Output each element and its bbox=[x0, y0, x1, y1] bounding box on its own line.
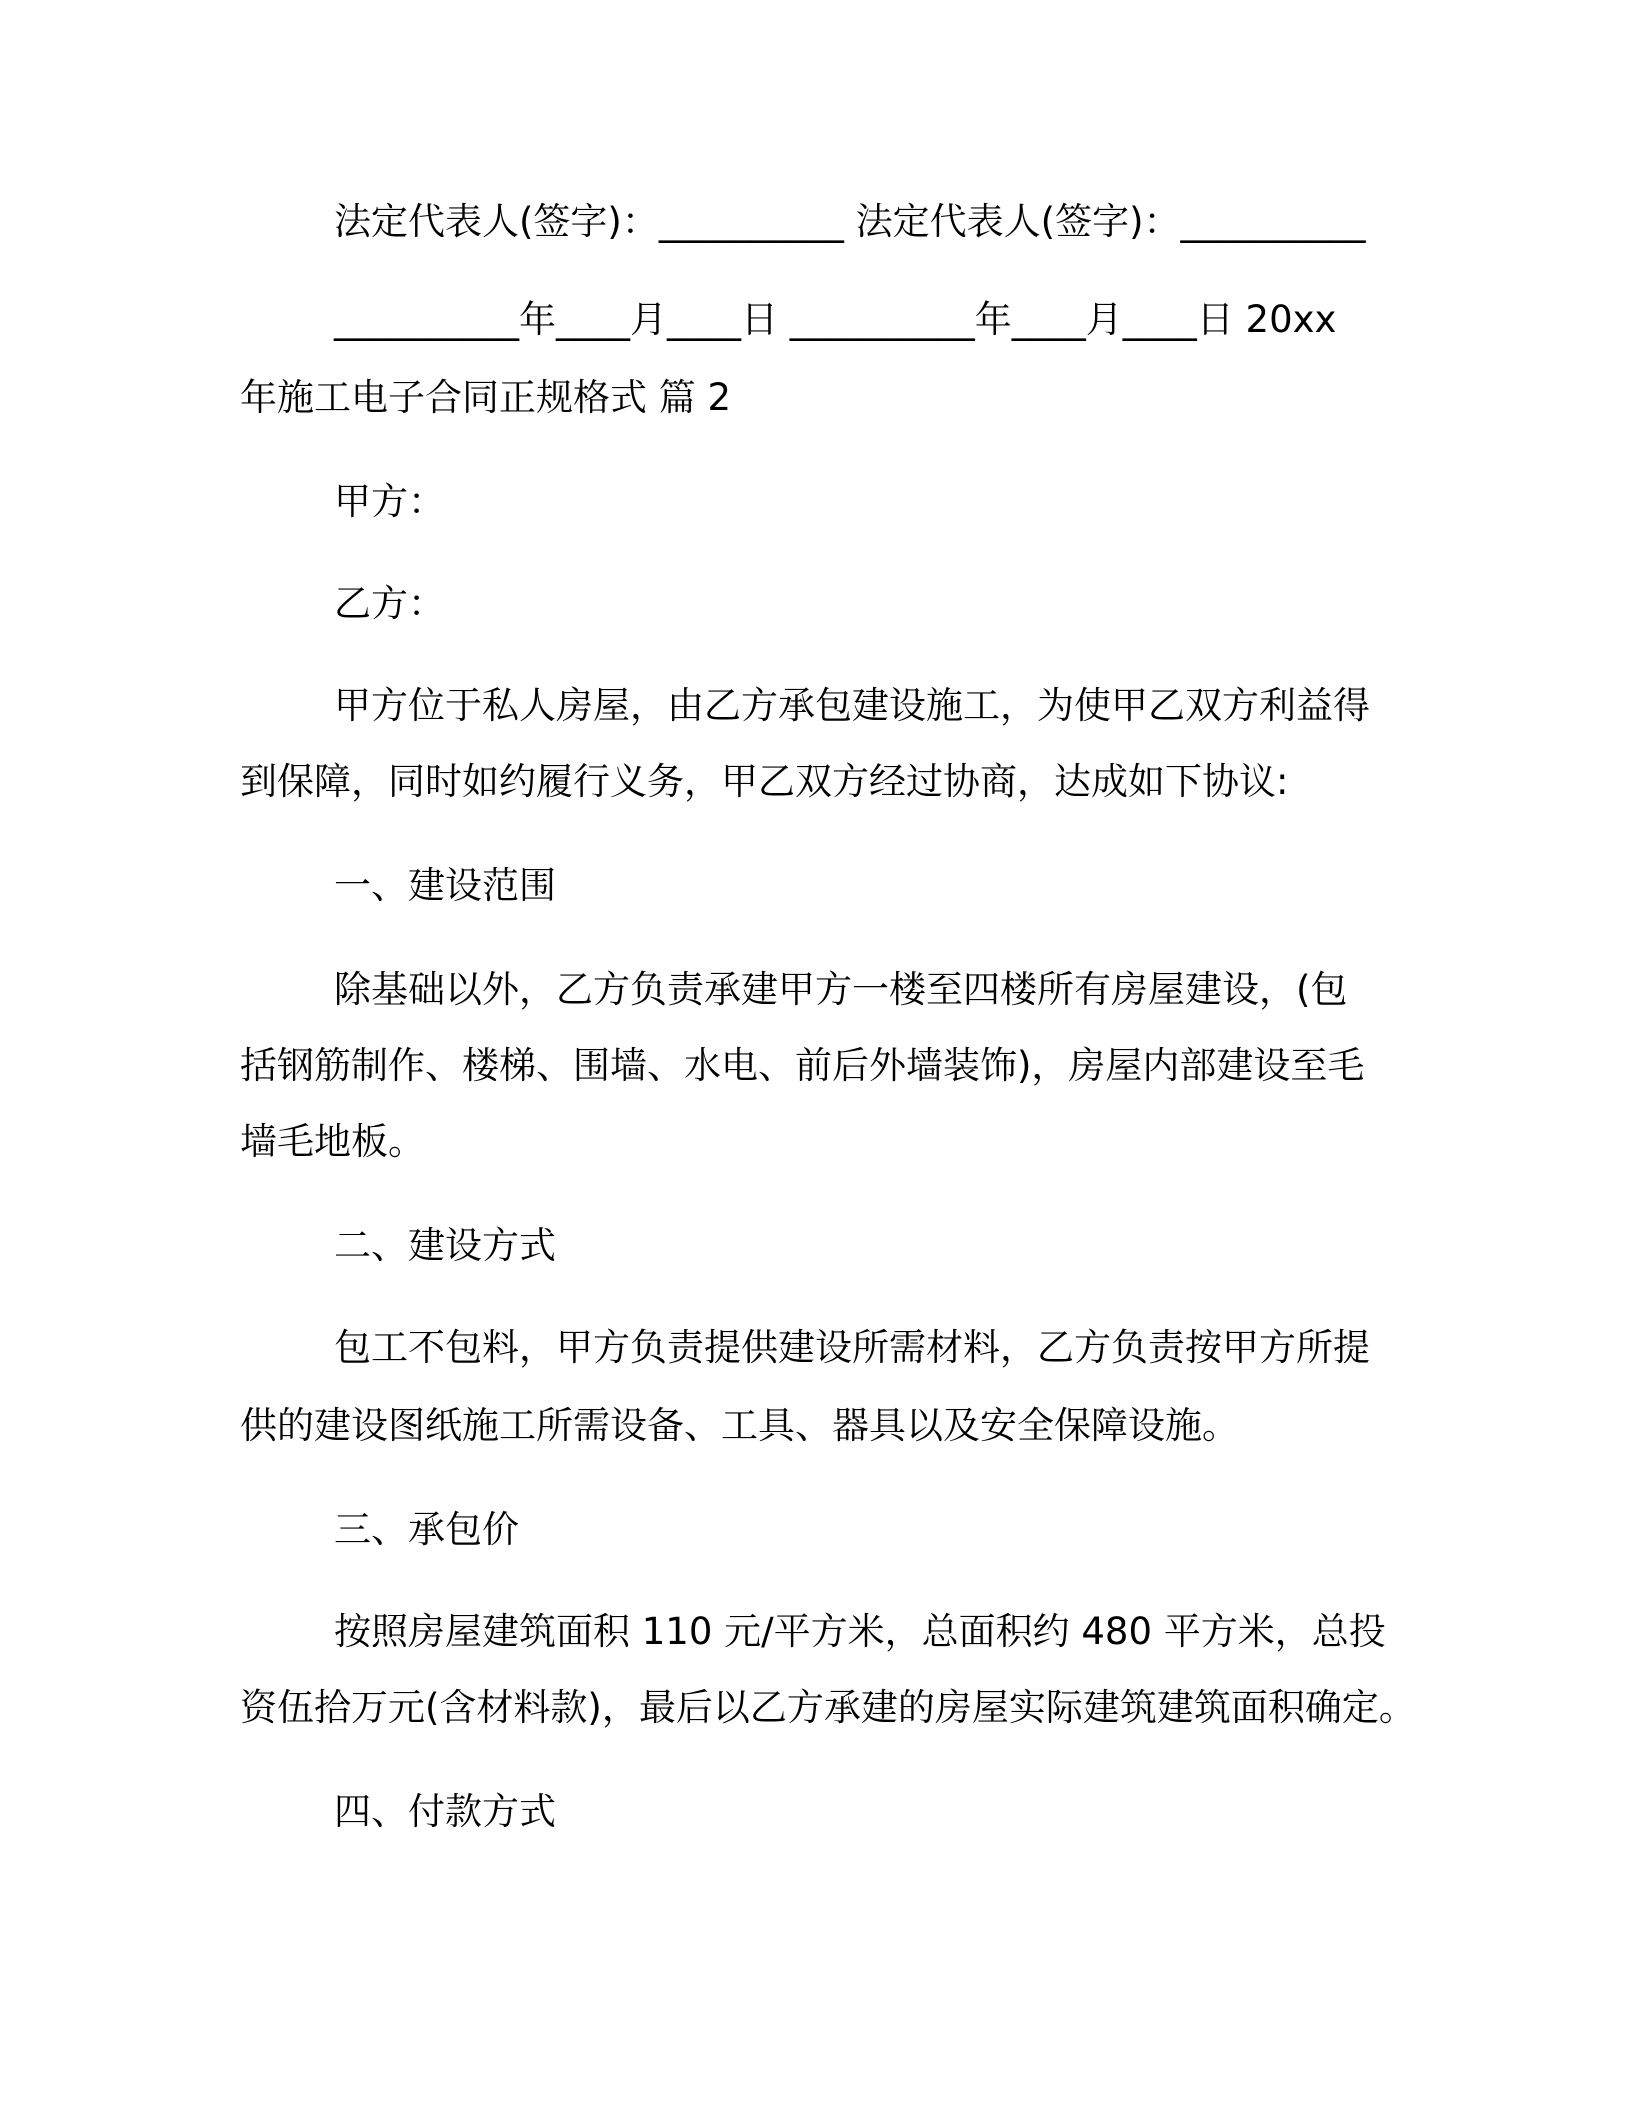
paragraph-line: 括钢筋制作、楼梯、围墙、水电、前后外墙装饰)，房屋内部建设至毛 bbox=[240, 1044, 1365, 1087]
clause-heading: 一、建设范围 bbox=[334, 864, 556, 907]
paragraph-line: 资伍拾万元(含材料款)，最后以乙方承建的房屋实际建筑建筑面积确定。 bbox=[240, 1686, 1416, 1729]
party-b-label: 乙方： bbox=[334, 582, 445, 625]
paragraph-line: 墙毛地板。 bbox=[240, 1120, 425, 1163]
date-line: __________年____月____日 __________年____月____日 20xx bbox=[334, 298, 1337, 341]
paragraph-line: 包工不包料，甲方负责提供建设所需材料，乙方负责按甲方所提 bbox=[334, 1326, 1370, 1369]
paragraph-line: 除基础以外，乙方负责承建甲方一楼至四楼所有房屋建设，(包 bbox=[334, 968, 1348, 1011]
paragraph-line: 供的建设图纸施工所需设备、工具、器具以及安全保障设施。 bbox=[240, 1404, 1239, 1447]
paragraph-line: 到保障，同时如约履行义务，甲乙双方经过协商，达成如下协议: bbox=[240, 760, 1289, 803]
clause-heading: 四、付款方式 bbox=[334, 1790, 556, 1833]
party-a-label: 甲方： bbox=[334, 480, 445, 523]
paragraph-line: 按照房屋建筑面积 110 元/平方米，总面积约 480 平方米，总投 bbox=[334, 1610, 1386, 1653]
clause-heading: 二、建设方式 bbox=[334, 1224, 556, 1267]
section-heading: 年施工电子合同正规格式 篇 2 bbox=[240, 376, 732, 419]
clause-heading: 三、承包价 bbox=[334, 1508, 519, 1551]
signature-line: 法定代表人(签字)：__________ 法定代表人(签字)：__________ bbox=[334, 200, 1366, 243]
paragraph-line: 甲方位于私人房屋，由乙方承包建设施工，为使甲乙双方利益得 bbox=[334, 684, 1370, 727]
